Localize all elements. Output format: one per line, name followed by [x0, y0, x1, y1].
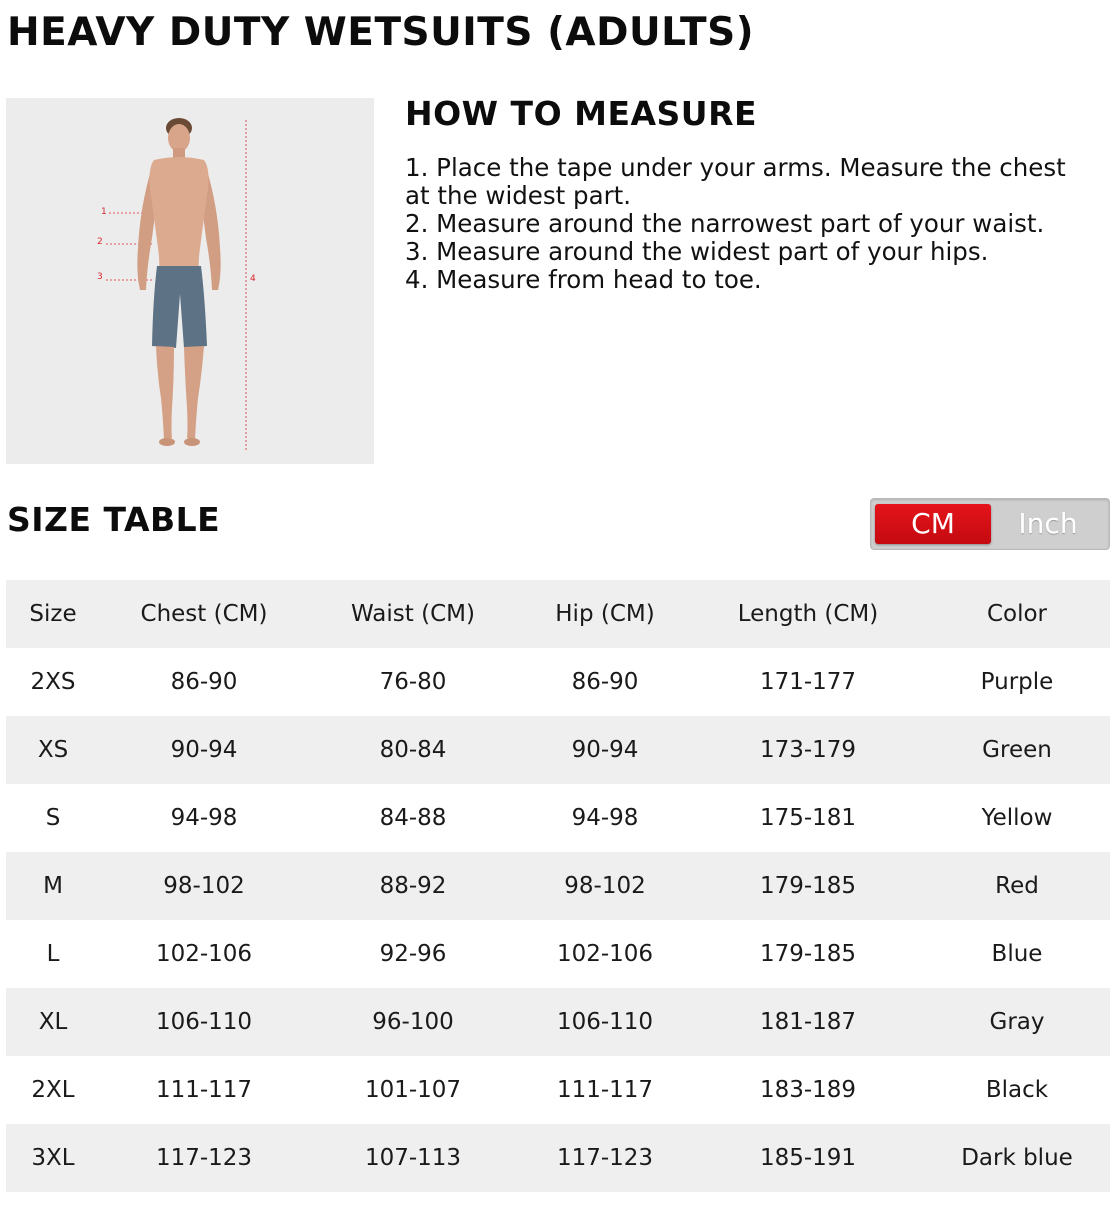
cell-waist: 96-100	[372, 1009, 454, 1035]
cell-color: Purple	[980, 669, 1054, 695]
cell-chest: 98-102	[163, 873, 245, 899]
cm-unit-button[interactable]: CM	[875, 504, 991, 544]
cell-length: 183-189	[759, 1077, 857, 1103]
cell-waist: 76-80	[379, 669, 447, 695]
cell-color: Black	[985, 1077, 1049, 1103]
cell-waist: 80-84	[379, 737, 447, 763]
column-header-length: Length (CM)	[737, 601, 879, 627]
inch-unit-button[interactable]: Inch	[1018, 507, 1078, 540]
cell-waist: 107-113	[364, 1145, 462, 1171]
marker-2: 2	[97, 237, 103, 247]
cell-hip: 90-94	[571, 737, 639, 763]
measurement-figure	[6, 98, 374, 464]
cell-chest: 86-90	[170, 669, 238, 695]
size-table-title: SIZE TABLE	[7, 500, 221, 539]
table-row	[6, 1056, 1110, 1124]
cell-size: 2XS	[30, 669, 76, 695]
table-row	[6, 648, 1110, 716]
cell-color: Dark blue	[961, 1145, 1073, 1171]
cell-chest: 106-110	[155, 1009, 253, 1035]
marker-4: 4	[250, 274, 256, 284]
table-row	[6, 784, 1110, 852]
table-row	[6, 988, 1110, 1056]
model-illustration	[6, 98, 374, 464]
cell-length: 179-185	[759, 941, 857, 967]
unit-toggle	[870, 498, 1110, 550]
cell-waist: 101-107	[364, 1077, 462, 1103]
cell-color: Yellow	[981, 805, 1053, 831]
marker-3: 3	[97, 272, 103, 282]
cell-length: 175-181	[759, 805, 857, 831]
cell-hip: 94-98	[571, 805, 639, 831]
cell-chest: 90-94	[170, 737, 238, 763]
model-body	[137, 118, 220, 446]
cell-color: Green	[982, 737, 1052, 763]
cell-hip: 106-110	[556, 1009, 654, 1035]
cell-chest: 117-123	[155, 1145, 253, 1171]
cell-hip: 86-90	[571, 669, 639, 695]
cell-length: 179-185	[759, 873, 857, 899]
cell-size: XS	[37, 737, 69, 763]
size-table	[6, 580, 1110, 1192]
column-header-color: Color	[986, 601, 1048, 627]
marker-1: 1	[101, 207, 107, 217]
measure-step: 2. Measure around the narrowest part of your waist.	[405, 209, 1045, 238]
measure-step: 3. Measure around the widest part of your hips.	[405, 237, 989, 266]
cell-length: 181-187	[759, 1009, 857, 1035]
table-row	[6, 716, 1110, 784]
column-header-chest: Chest (CM)	[140, 601, 268, 627]
measure-steps	[405, 154, 1085, 294]
cell-waist: 88-92	[379, 873, 447, 899]
cell-color: Red	[995, 873, 1039, 899]
column-header-waist: Waist (CM)	[351, 601, 475, 627]
cell-color: Gray	[989, 1009, 1045, 1035]
cell-size: 2XL	[31, 1077, 75, 1103]
page-title: HEAVY DUTY WETSUITS (ADULTS)	[7, 10, 755, 55]
cell-chest: 94-98	[170, 805, 238, 831]
measure-step: 1. Place the tape under your arms. Measure the chest at the widest part.	[405, 153, 1066, 210]
cell-length: 173-179	[759, 737, 857, 763]
cell-length: 185-191	[759, 1145, 857, 1171]
cell-waist: 92-96	[379, 941, 447, 967]
table-row	[6, 1124, 1110, 1192]
column-header-hip: Hip (CM)	[555, 601, 655, 627]
cell-size: M	[43, 873, 63, 899]
measure-step: 4. Measure from head to toe.	[405, 265, 762, 294]
cell-length: 171-177	[759, 669, 857, 695]
cell-size: 3XL	[31, 1145, 75, 1171]
cell-chest: 102-106	[155, 941, 253, 967]
cell-size: S	[45, 805, 61, 831]
cell-hip: 98-102	[564, 873, 646, 899]
column-header-size: Size	[29, 601, 77, 627]
cell-size: XL	[38, 1009, 68, 1035]
table-row	[6, 852, 1110, 920]
how-to-measure-title: HOW TO MEASURE	[405, 94, 758, 133]
cell-hip: 111-117	[556, 1077, 654, 1103]
cell-hip: 102-106	[556, 941, 654, 967]
cell-hip: 117-123	[556, 1145, 654, 1171]
table-header-row	[6, 580, 1110, 648]
cell-waist: 84-88	[379, 805, 447, 831]
cell-size: L	[46, 941, 60, 967]
cell-chest: 111-117	[155, 1077, 253, 1103]
table-row	[6, 920, 1110, 988]
cell-color: Blue	[991, 941, 1043, 967]
